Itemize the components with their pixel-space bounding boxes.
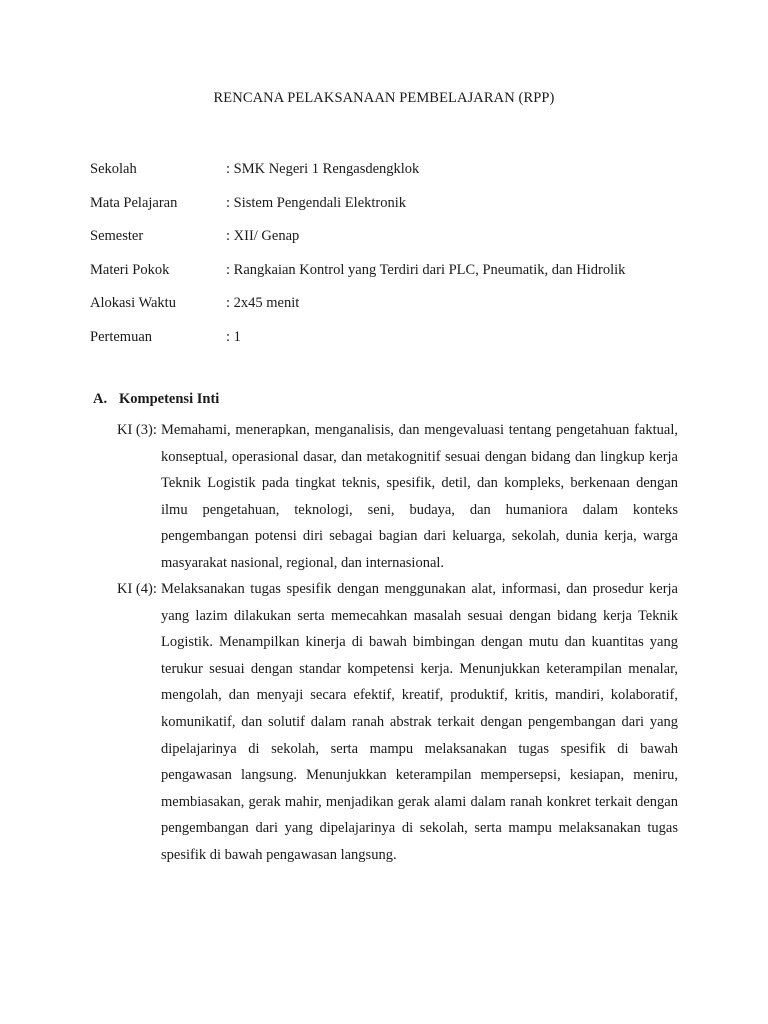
ki-label: KI (3):: [117, 422, 157, 438]
info-row-semester: [90, 225, 690, 259]
info-row-sekolah: [90, 158, 690, 192]
info-label: Sekolah: [90, 161, 137, 177]
info-label: Pertemuan: [90, 328, 153, 345]
info-row-alokasi-waktu: [90, 292, 690, 326]
info-value: : Rangkaian Kontrol yang Terdiri dari PLC, Pneumatik, dan Hidrolik: [226, 261, 626, 278]
info-value: : SMK Negeri 1 Rengasdengklok: [226, 161, 420, 177]
section-title: Kompetensi Inti: [119, 391, 220, 407]
info-row-mata-pelajaran: [90, 192, 690, 226]
info-label: Alokasi Waktu: [90, 295, 176, 312]
info-label: Semester: [90, 228, 144, 245]
info-row-pertemuan: [90, 326, 690, 360]
ki-text: Memahami, menerapkan, menganalisis, dan mengevaluasi tentang pengetahuan faktual, konseptual, operasional dasar, dan metakognitif sesuai dengan bidang dan lingkup kerja Teknik Logistik pada tingkat teknis, spesifik, detil, dan kompleks, berkenaan dengan ilmu pengetahuan, teknologi, seni, budaya, dan humaniora dalam konteks pengembangan potensi diri sebagai bagian dari keluarga, sekolah, dunia kerja, warga masyarakat nasional, regional, dan internasional.: [161, 422, 678, 571]
info-label: Mata Pelajaran: [90, 194, 178, 211]
section-letter: A.: [93, 391, 108, 407]
info-value: : 2x45 menit: [226, 295, 300, 312]
info-value: : Sistem Pengendali Elektronik: [226, 194, 407, 211]
info-value: : XII/ Genap: [226, 228, 300, 245]
info-label: Materi Pokok: [90, 261, 170, 278]
ki-label: KI (4):: [117, 581, 157, 597]
ki-paragraph-4: [117, 576, 678, 869]
ki-text: Melaksanakan tugas spesifik dengan menggunakan alat, informasi, dan prosedur kerja yang lazim dilakukan serta memecahkan masalah sesuai dengan bidang kerja Teknik Logistik. Menampilkan kinerja di bawah bimbingan dengan mutu dan kuantitas yang terukur sesuai dengan standar kompetensi kerja. Menunjukkan keterampilan menalar, mengolah, dan menyaji secara efektif, kreatif, produktif, kritis, mandiri, kolaboratif, komunikatif, dan solutif dalam ranah abstrak terkait dengan pengembangan dari yang dipelajarinya di sekolah, serta mampu melaksanakan tugas spesifik di bawah pengawasan langsung. Menunjukkan keterampilan mempersepsi, kesiapan, meniru, membiasakan, gerak mahir, menjadikan gerak alami dalam ranah konkret terkait dengan pengembangan dari yang dipelajarinya di sekolah, serta mampu melaksanakan tugas spesifik di bawah pengawasan langsung.: [161, 581, 678, 863]
document-title: RENCANA PELAKSANAAN PEMBELAJARAN (RPP): [213, 90, 555, 106]
section-heading: [93, 391, 219, 408]
info-table: [90, 158, 690, 360]
info-row-materi-pokok: [90, 259, 690, 293]
info-value: : 1: [226, 328, 241, 345]
ki-paragraph-3: [117, 417, 678, 577]
